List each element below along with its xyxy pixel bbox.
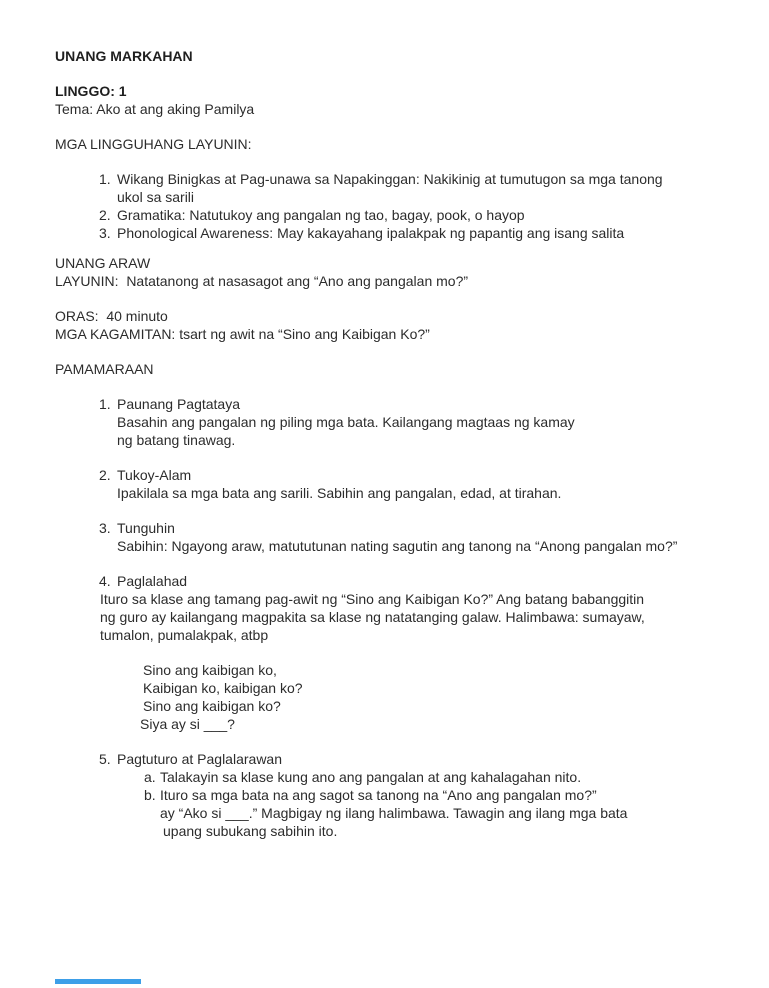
step-title: Paunang Pagtataya <box>117 396 240 412</box>
objective-text: Wikang Binigkas at Pag-unawa sa Napakinggan: Nakikinig at tumutugon sa mga tanong <box>117 171 663 187</box>
objective-number: 3. <box>99 225 111 241</box>
step-number: 2. <box>99 467 111 483</box>
step-text: ng batang tinawag. <box>117 432 236 448</box>
song-lyric-line: Sino ang kaibigan ko, <box>143 662 277 678</box>
quarter-heading: UNANG MARKAHAN <box>55 48 193 64</box>
duration-line: ORAS: 40 minuto <box>55 308 168 324</box>
step-text: Sabihin: Ngayong araw, matututunan nating sagutin ang tanong na “Anong pangalan mo?” <box>117 538 678 554</box>
step-item <box>55 572 739 590</box>
substep-item <box>55 768 739 786</box>
objective-item <box>55 206 739 224</box>
step-number: 5. <box>99 751 111 767</box>
objective-item <box>55 224 739 242</box>
day-objective: LAYUNIN: Natatanong at nasasagot ang “Ano ang pangalan mo?” <box>55 273 469 289</box>
song-lyric-line: Sino ang kaibigan ko? <box>143 698 281 714</box>
page-progress-bar <box>55 979 141 984</box>
substep-letter: a. <box>144 769 156 785</box>
step-number: 4. <box>99 573 111 589</box>
substep-item <box>55 786 739 804</box>
week-heading: LINGGO: 1 <box>55 83 127 99</box>
substep-text: Ituro sa mga bata na ang sagot sa tanong na “Ano ang pangalan mo?” <box>160 787 597 803</box>
step-number: 1. <box>99 396 111 412</box>
step-item <box>55 395 739 413</box>
step-item <box>55 750 739 768</box>
objective-item <box>55 170 739 188</box>
objective-text: Gramatika: Natutukoy ang pangalan ng tao, bagay, pook, o hayop <box>117 207 525 223</box>
step-text: Ituro sa klase ang tamang pag-awit ng “Sino ang Kaibigan Ko?” Ang batang babanggitin <box>100 591 645 607</box>
step-text: ng guro ay kailangang magpakita sa klase ng natatanging galaw. Halimbawa: sumayaw, <box>100 609 645 625</box>
objective-number: 1. <box>99 171 111 187</box>
substep-letter: b. <box>144 787 156 803</box>
weekly-objectives-heading: MGA LINGGUHANG LAYUNIN: <box>55 136 252 152</box>
step-text: Ipakilala sa mga bata ang sarili. Sabihin ang pangalan, edad, at tirahan. <box>117 485 562 501</box>
objective-text-continuation: ukol sa sarili <box>117 189 195 205</box>
objective-text: Phonological Awareness: May kakayahang ipalakpak ng papantig ang isang salita <box>117 225 625 241</box>
step-text: Basahin ang pangalan ng piling mga bata. Kailangang magtaas ng kamay <box>117 414 575 430</box>
procedure-heading: PAMAMARAAN <box>55 361 154 377</box>
step-title: Pagtuturo at Paglalarawan <box>117 751 282 767</box>
substep-text-continuation: upang subukang sabihin ito. <box>163 823 338 839</box>
objective-number: 2. <box>99 207 111 223</box>
step-item <box>55 466 739 484</box>
step-title: Paglalahad <box>117 573 188 589</box>
substep-text-continuation: ay “Ako si ___.” Magbigay ng ilang halimbawa. Tawagin ang ilang mga bata <box>160 805 628 821</box>
step-title: Tunguhin <box>117 520 175 536</box>
step-text: tumalon, pumalakpak, atbp <box>100 627 269 643</box>
substep-text: Talakayin sa klase kung ano ang pangalan at ang kahalagahan nito. <box>160 769 582 785</box>
step-item <box>55 519 739 537</box>
day-heading: UNANG ARAW <box>55 255 151 271</box>
song-lyric-line: Kaibigan ko, kaibigan ko? <box>143 680 303 696</box>
step-title: Tukoy-Alam <box>117 467 192 483</box>
theme-line: Tema: Ako at ang aking Pamilya <box>55 101 255 117</box>
song-lyric-line: Siya ay si ___? <box>140 716 235 732</box>
step-number: 3. <box>99 520 111 536</box>
materials-line: MGA KAGAMITAN: tsart ng awit na “Sino ang Kaibigan Ko?” <box>55 326 430 342</box>
